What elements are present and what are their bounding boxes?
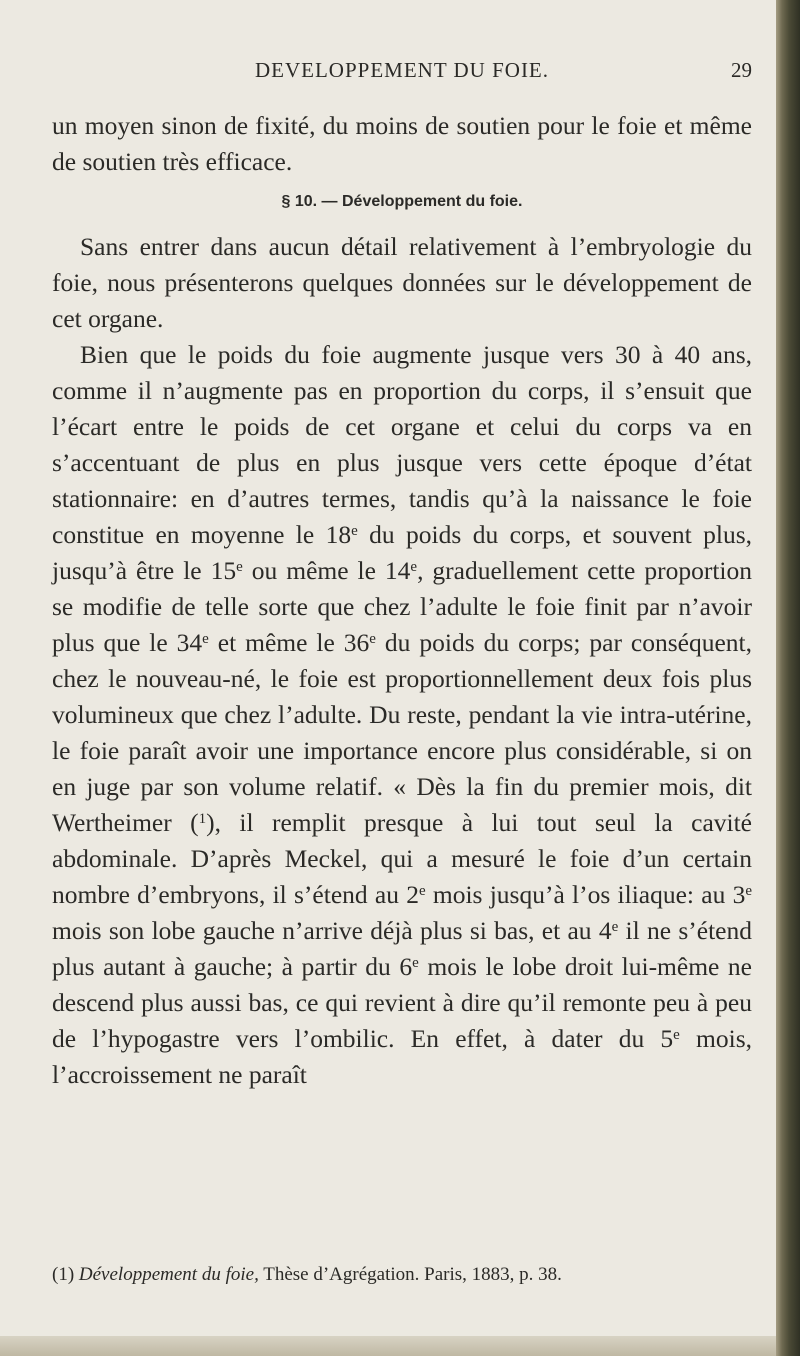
footnote [52, 1263, 752, 1287]
ordinal-suffix: e [369, 631, 376, 647]
section-heading: § 10. — Développement du foie. [281, 193, 523, 210]
text-run: ), il remplit presque à lui tout seul la cavité abdominale. D’après Meckel, qui a mesuré le foie d’un certain nombre d’embryons, il s’étend au 2 [52, 808, 752, 909]
footnote-marker: (1) [52, 1264, 75, 1285]
book-spine [776, 0, 800, 1356]
text-run: , graduellement cette proportion se modifie de telle sorte que chez l’adulte le foie finit par n’avoir plus que le 34 [52, 556, 752, 657]
page-header [52, 58, 752, 88]
text-run: du poids du corps, et souvent plus, jusqu’à être le 15 [52, 520, 752, 585]
ordinal-suffix: e [202, 631, 209, 647]
text-run: Bien que le poids du foie augmente jusque vers 30 à 40 ans, comme il n’augmente pas en proportion du corps, il s’ensuit que l’écart entre le poids de cet organe et celui du corps va en s’accentuant de plus en plus jusque vers cette époque d’état stationnaire: en d’autres termes, tandis qu’à la naissance le foie constitue en moyenne le 18 [52, 340, 752, 549]
text-run: ou même le 14 [242, 556, 411, 585]
text-run: et même le 36 [208, 628, 370, 657]
ordinal-suffix: e [611, 919, 619, 935]
text-run: mois jusqu’à l’os iliaque: au 3 [425, 880, 746, 909]
ordinal-suffix: e [412, 955, 419, 971]
ordinal-suffix: e [418, 883, 426, 899]
footnote-title: Développement du foie, [78, 1264, 259, 1285]
ordinal-suffix: e [673, 1027, 680, 1043]
text-run: mois le lobe droit lui-même ne descend plus aussi bas, ce qui revient à dire qu’il remonte peu à peu de l’hypogastre vers l’ombilic. En effet, à dater du 5 [52, 952, 752, 1053]
text-run: du poids du corps; par conséquent, chez le nouveau-né, le foie est proportionnellement deux fois plus volumineux que chez l’adulte. Du reste, pendant la vie intra-utérine, le foie paraît avoir une importance encore plus considérable, si on en juge par son volume relatif. « Dès la fin du premier mois, dit Wertheimer ( [52, 628, 752, 837]
text-run: mois, l’accroissement ne paraît [52, 1024, 752, 1089]
text-run: il ne s’étend plus autant à gauche; à partir du 6 [52, 916, 752, 981]
body-text [52, 108, 752, 1093]
ordinal-suffix: e [410, 559, 418, 575]
paragraph-weight [52, 337, 752, 1093]
ordinal-suffix: e [745, 883, 752, 899]
page-bottom-edge [0, 1336, 776, 1356]
ordinal-suffix: e [351, 523, 358, 539]
footnote-reference: 1 [198, 811, 207, 827]
carryover-paragraph: un moyen sinon de fixité, du moins de soutien pour le foie et même de soutien très efficace. [52, 111, 752, 176]
footnote-citation: Thèse d’Agrégation. Paris, 1883, p. 38. [258, 1264, 562, 1285]
text-run: mois son lobe gauche n’arrive déjà plus si bas, et au 4 [52, 916, 612, 945]
ordinal-suffix: e [236, 559, 243, 575]
page-number: 29 [731, 58, 752, 82]
paragraph-intro: Sans entrer dans aucun détail relativement à l’embryologie du foie, nous présenterons quelques données sur le développement de cet organe. [52, 232, 752, 333]
running-title: DEVELOPPEMENT DU FOIE. [254, 58, 550, 82]
